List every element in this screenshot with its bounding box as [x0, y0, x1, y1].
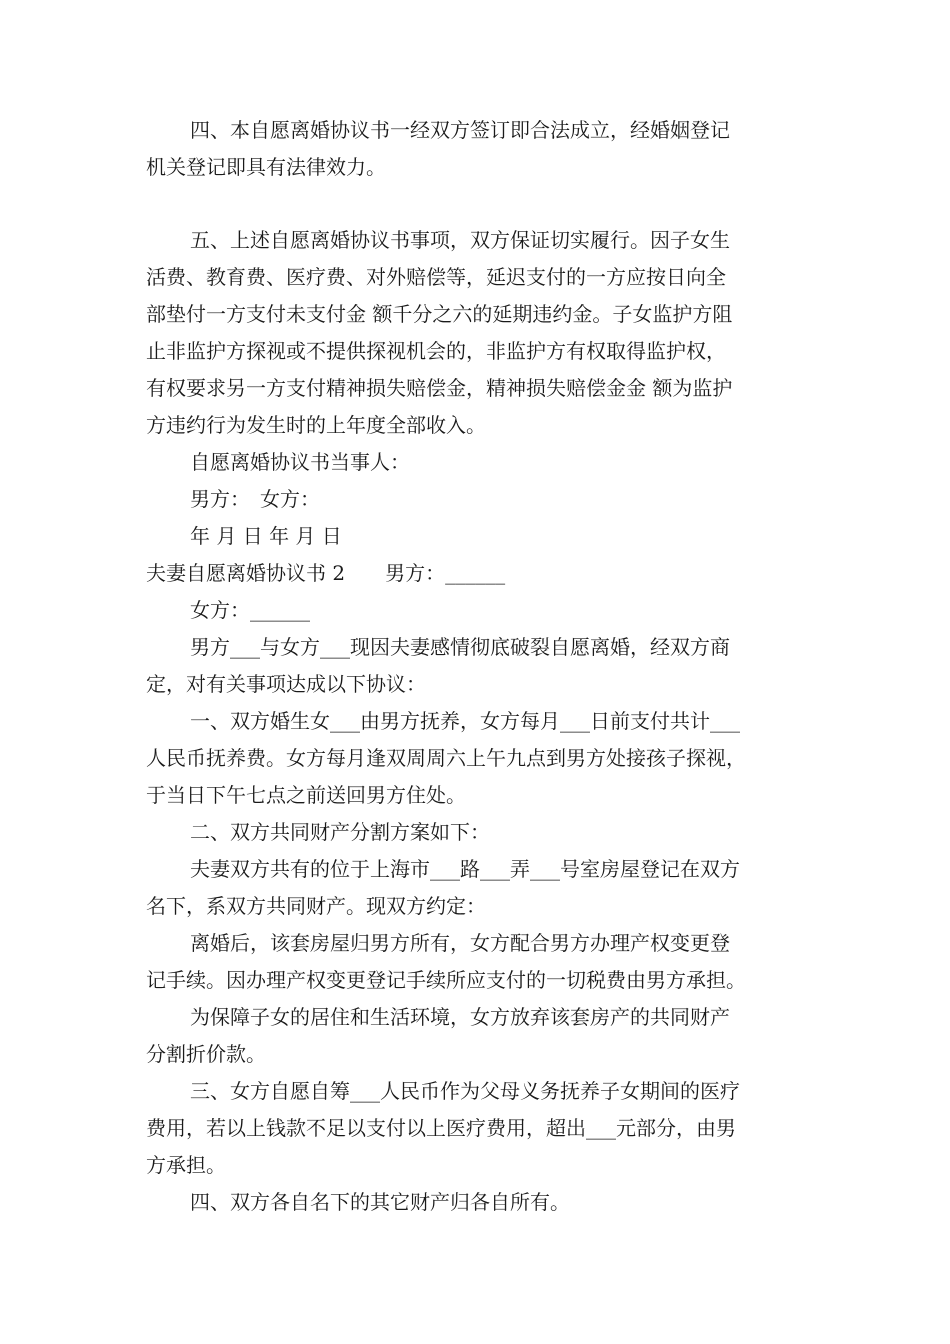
- paragraph-line: 二、双方共同财产分割方案如下：: [190, 820, 490, 844]
- date-line: 年 月 日 年 月 日: [190, 524, 342, 548]
- paragraph-line: 方违约行为发生时的上年度全部收入。: [146, 413, 486, 437]
- paragraph-line: 女方：______: [190, 598, 310, 622]
- paragraph-line: 定，对有关事项达成以下协议：: [146, 672, 426, 696]
- paragraph-line: 三、女方自愿自筹___人民币作为父母义务抚养子女期间的医疗: [190, 1079, 740, 1103]
- paragraph-line: 费用，若以上钱款不足以支付以上医疗费用，超出___元部分，由男: [146, 1116, 736, 1140]
- paragraph-line: 为保障子女的居住和生活环境，女方放弃该套房产的共同财产: [190, 1005, 730, 1029]
- paragraph-line: 名下，系双方共同财产。现双方约定：: [146, 894, 486, 918]
- paragraph-line: 人民币抚养费。女方每月逢双周周六上午九点到男方处接孩子探视，: [146, 746, 746, 770]
- paragraph-line: 活费、教育费、医疗费、对外赔偿等，延迟支付的一方应按日向全: [146, 265, 726, 289]
- section-title-line: 夫妻自愿离婚协议书 2 男方：______: [146, 561, 506, 585]
- paragraph-line: 有权要求另一方支付精神损失赔偿金，精神损失赔偿金金 额为监护: [146, 376, 733, 400]
- document-page: [146, 112, 806, 1221]
- paragraph-line: 五、上述自愿离婚协议书事项，双方保证切实履行。因子女生: [190, 228, 730, 252]
- paragraph-line: 男方___与女方___现因夫妻感情彻底破裂自愿离婚，经双方商: [190, 635, 730, 659]
- paragraph-line: 止非监护方探视或不提供探视机会的，非监护方有权取得监护权，: [146, 339, 726, 363]
- paragraph-line: 夫妻双方共有的位于上海市___路___弄___号室房屋登记在双方: [190, 857, 740, 881]
- paragraph-line: 于当日下午七点之前送回男方住处。: [146, 783, 466, 807]
- paragraph-line: 自愿离婚协议书当事人：: [190, 450, 410, 474]
- paragraph-line: 机关登记即具有法律效力。: [146, 155, 386, 179]
- paragraph-line: 四、本自愿离婚协议书一经双方签订即合法成立，经婚姻登记: [190, 118, 730, 142]
- paragraph-line: 离婚后，该套房屋归男方所有，女方配合男方办理产权变更登: [190, 931, 730, 955]
- signature-line: 男方： 女方：: [190, 487, 320, 511]
- paragraph-line: 一、双方婚生女___由男方抚养，女方每月___日前支付共计___: [190, 709, 740, 733]
- paragraph-line: 方承担。: [146, 1153, 226, 1177]
- paragraph-gap: [146, 186, 806, 222]
- paragraph-line: 分割折价款。: [146, 1042, 266, 1066]
- paragraph-line: 四、双方各自名下的其它财产归各自所有。: [190, 1190, 570, 1214]
- paragraph-line: 记手续。因办理产权变更登记手续所应支付的一切税费由男方承担。: [146, 968, 746, 992]
- paragraph-line: 部垫付一方支付未支付金 额千分之六的延期违约金。子女监护方阻: [146, 302, 733, 326]
